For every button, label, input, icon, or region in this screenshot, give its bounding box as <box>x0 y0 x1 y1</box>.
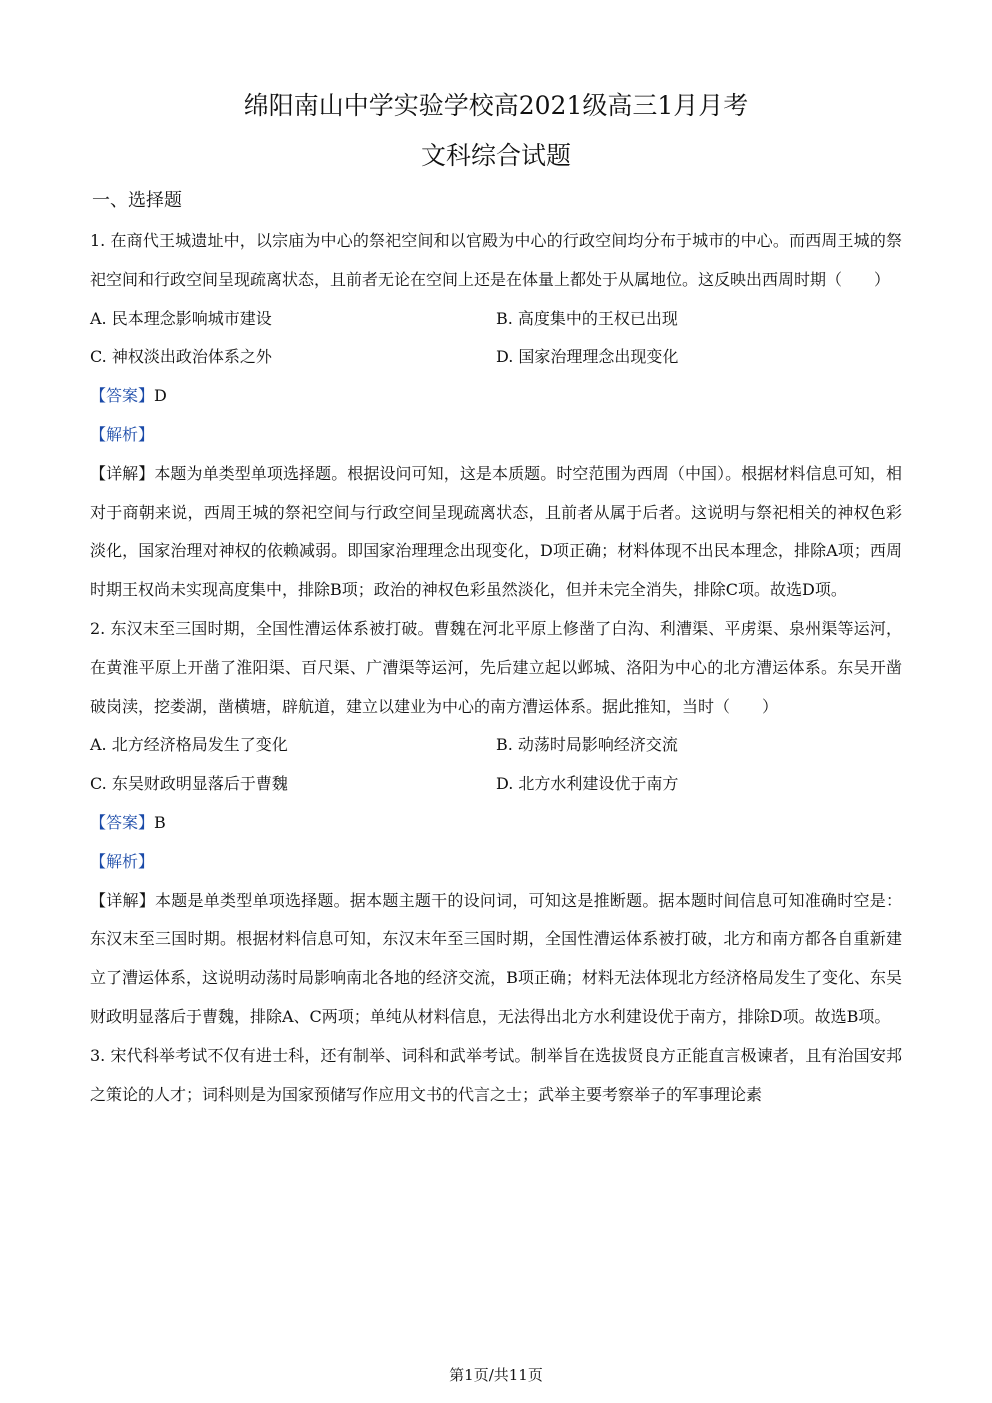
question-2-stem: 2. 东汉末至三国时期，全国性漕运体系被打破。曹魏在河北平原上修凿了白沟、利漕渠、平虏渠、泉州渠等运河，在黄淮平原上开凿了淮阳渠、百尺渠、广漕渠等运河，先后建立起以邺城、洛阳为中心的北方漕运体系。东吴开凿破岗渎，挖娄湖，凿横塘，辟航道，建立以建业为中心的南方漕运体系。据此推知，当时（ ） <box>90 618 902 716</box>
answer-value: D <box>154 386 167 406</box>
question-1-option-d: D. 国家治理理念出现变化 <box>496 347 679 367</box>
detail-text: 本题是单类型单项选择题。据本题主题干的设问词，可知这是推断题。据本题时间信息可知准确时空是：东汉末至三国时期。根据材料信息可知，东汉末年至三国时期，全国性漕运体系被打破，北方和南方都各自重新建立了漕运体系，这说明动荡时局影响南北各地的经济交流，B项正确；材料无法体现北方经济格局发生了变化、东吴财政明显落后于曹魏，排除A、C两项；单纯从材料信息，无法得出北方水利建设优于南方，排除D项。故选B项。 <box>90 890 902 1026</box>
answer-label: 【答案】 <box>90 386 155 406</box>
exam-subtitle: 文科综合试题 <box>420 141 571 170</box>
analysis-label: 【解析】 <box>90 851 155 871</box>
question-2-answer <box>90 804 902 843</box>
question-2-options-row-1 <box>90 726 902 765</box>
answer-value: B <box>154 812 166 832</box>
question-2-detail <box>90 882 902 1037</box>
question-1-stem: 1. 在商代王城遗址中，以宗庙为中心的祭祀空间和以官殿为中心的行政空间均分布于城市的中心。而西周王城的祭祀空间和行政空间呈现疏离状态，且前者无论在空间上还是在体量上都处于从属地位。这反映出西周时期（ ） <box>90 231 902 289</box>
question-1-options-row-1 <box>90 300 902 339</box>
question-1-analysis <box>90 416 902 455</box>
question-1-answer <box>90 377 902 416</box>
question-2-option-a: A. 北方经济格局发生了变化 <box>90 735 288 755</box>
detail-label: 【详解】 <box>90 463 155 483</box>
question-1-option-c: C. 神权淡出政治体系之外 <box>90 347 272 367</box>
question-2-option-b: B. 动荡时局影响经济交流 <box>496 735 678 755</box>
detail-label: 【详解】 <box>90 890 155 910</box>
question-3-stem: 3. 宋代科举考试不仅有进士科，还有制举、词科和武举考试。制举旨在选拔贤良方正能直言极谏者，且有治国安邦之策论的人才；词科则是为国家预储写作应用文书的代言之士；武举主要考察举子的军事理论素 <box>90 1045 902 1104</box>
question-1-option-a: A. 民本理念影响城市建设 <box>90 308 272 328</box>
analysis-label: 【解析】 <box>90 424 155 444</box>
page-number: 第1页/共11页 <box>449 1366 543 1384</box>
question-1-options-row-2 <box>90 338 902 377</box>
section-heading: 一、选择题 <box>92 190 182 211</box>
question-2-option-c: C. 东吴财政明显落后于曹魏 <box>90 774 288 794</box>
question-1-option-b: B. 高度集中的王权已出现 <box>496 308 678 328</box>
exam-title: 绵阳南山中学实验学校高2021级高三1月月考 <box>243 91 749 120</box>
question-2-analysis <box>90 843 902 882</box>
questions-body <box>90 222 902 1114</box>
question-2-options-row-2 <box>90 765 902 804</box>
detail-text: 本题为单类型单项选择题。根据设问可知，这是本质题。时空范围为西周（中国）。根据材料信息可知，相对于商朝来说，西周王城的祭祀空间与行政空间呈现疏离状态，且前者从属于后者。这说明与祭祀相关的神权色彩淡化，国家治理对神权的依赖减弱。即国家治理理念出现变化，D项正确；材料体现不出民本理念，排除A项；西周时期王权尚未实现高度集中，排除B项；政治的神权色彩虽然淡化，但并未完全消失，排除C项。故选D项。 <box>90 463 902 600</box>
question-1-detail <box>90 455 902 610</box>
question-2-option-d: D. 北方水利建设优于南方 <box>496 774 679 794</box>
answer-label: 【答案】 <box>90 812 155 832</box>
